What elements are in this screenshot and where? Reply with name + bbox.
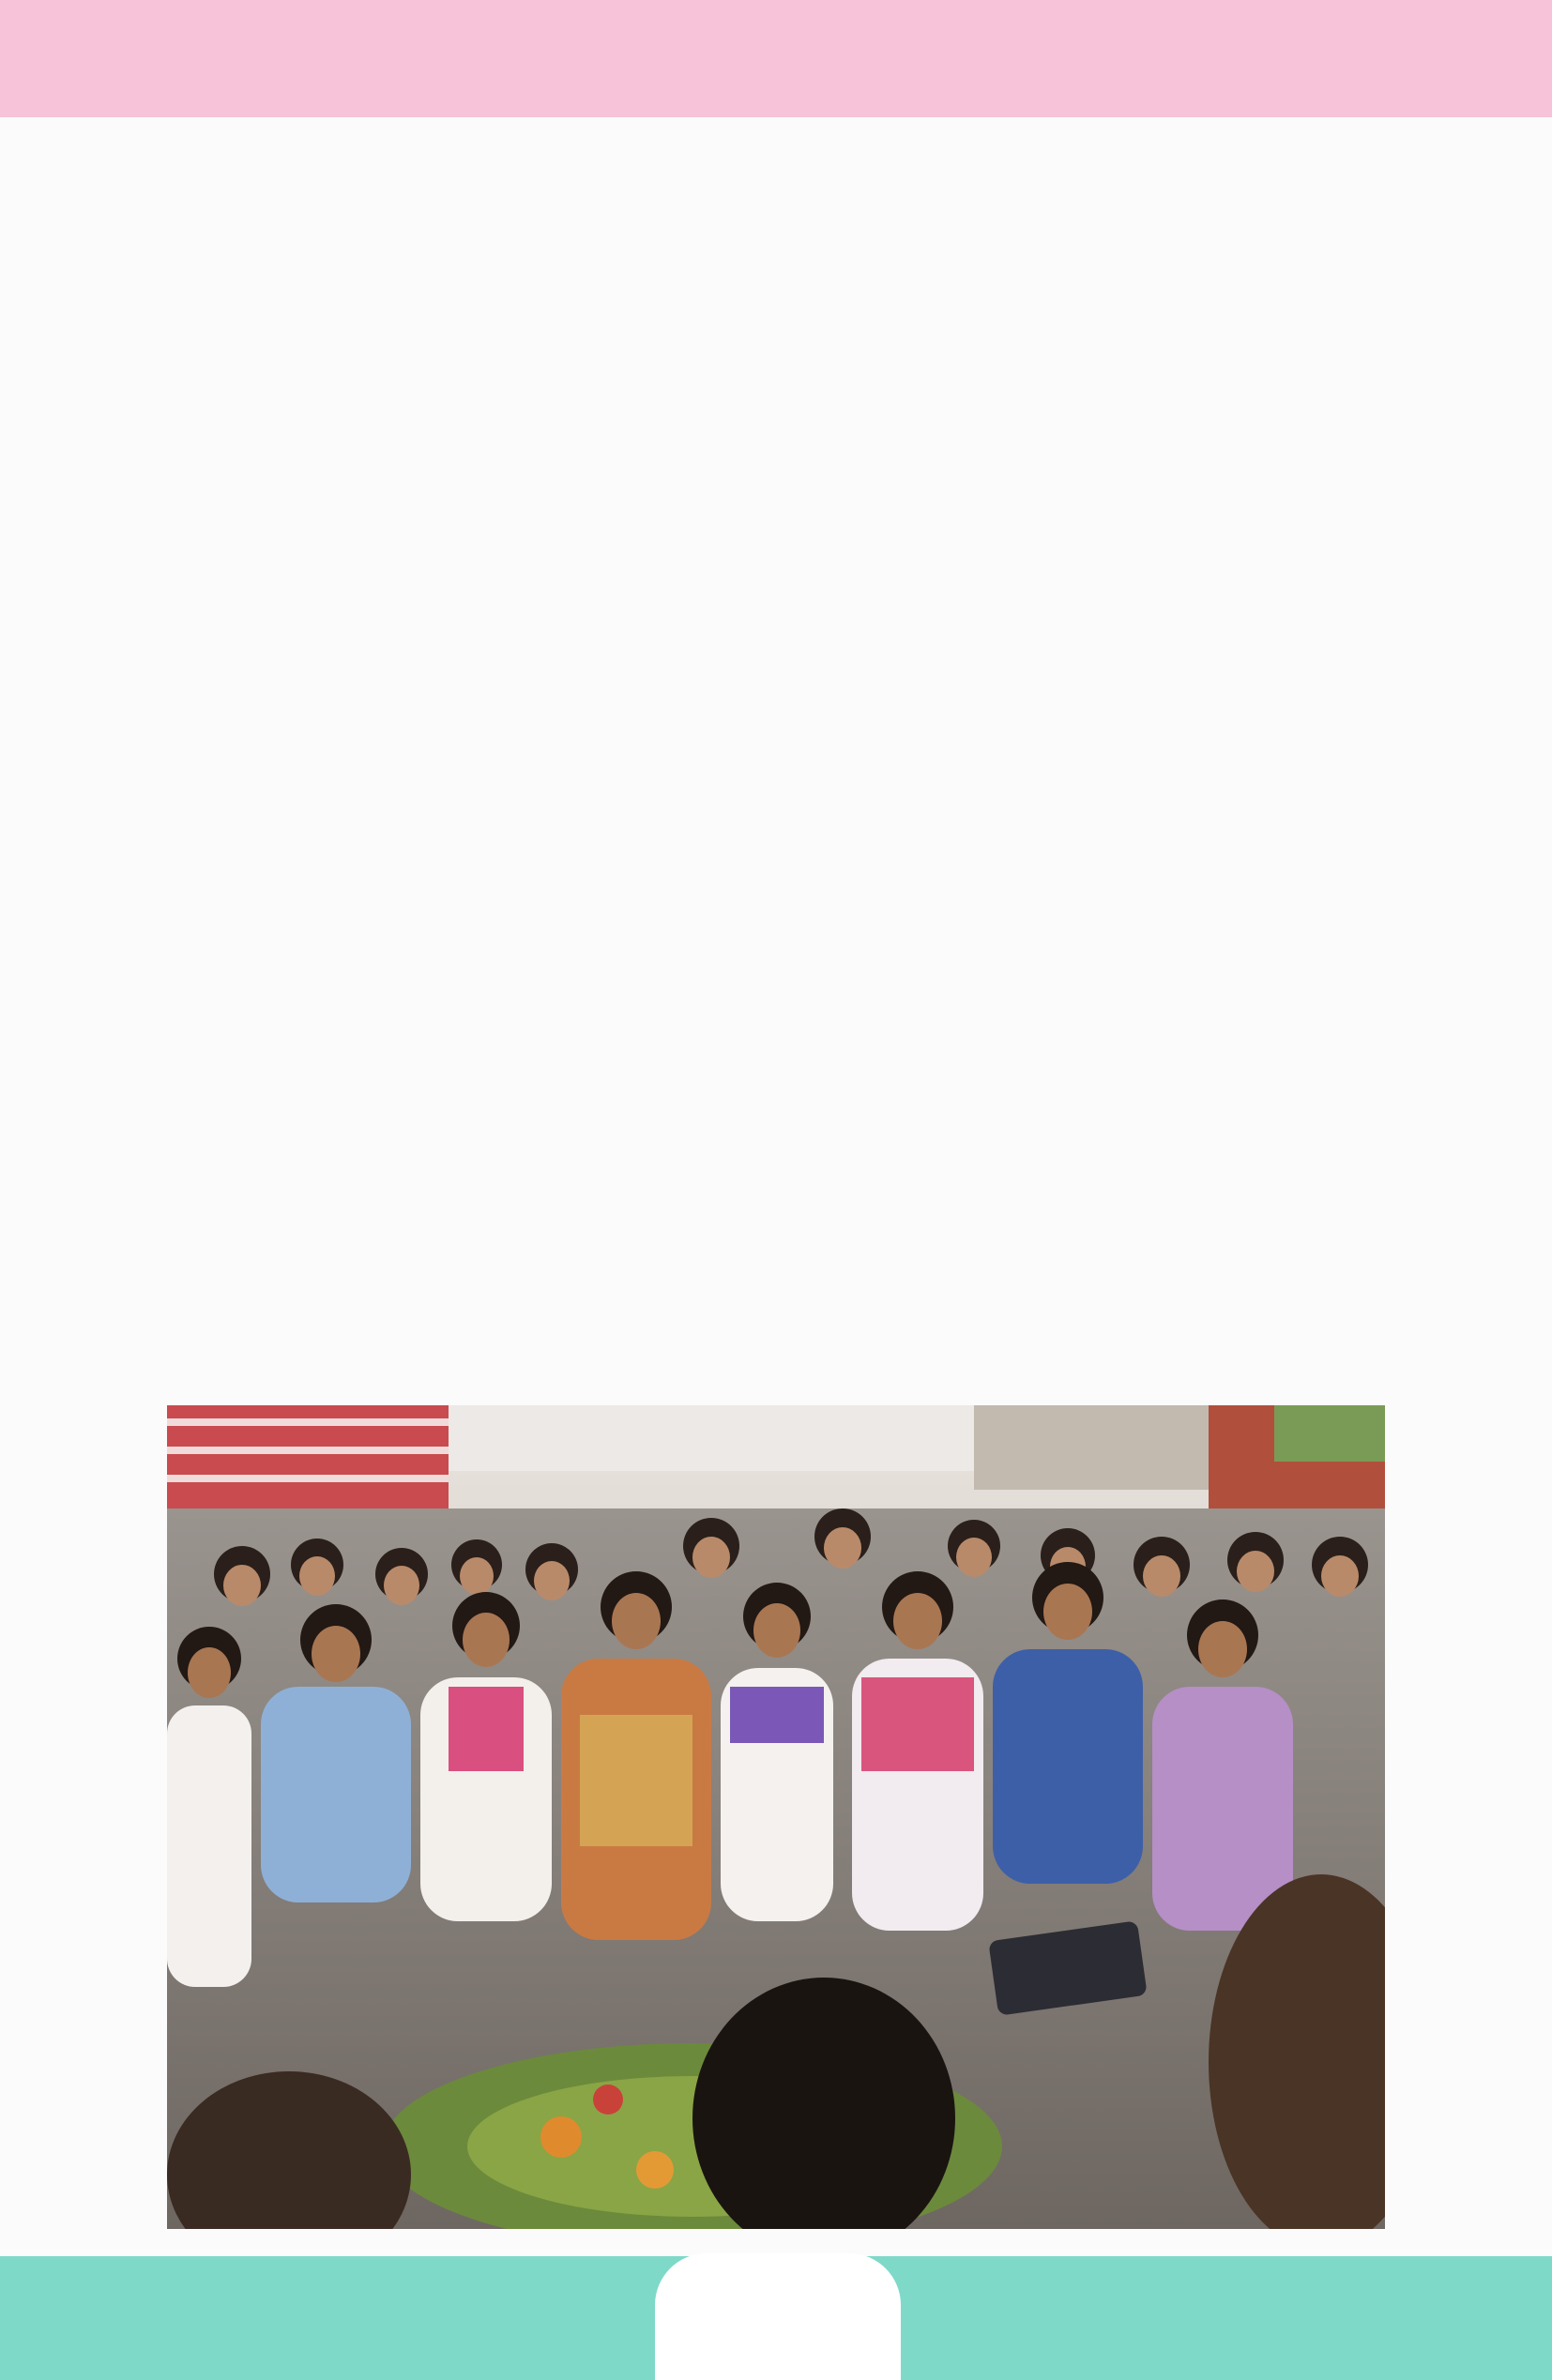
ceremony-photo-illustration [167,1405,1385,2229]
top-embroidered-border [0,0,1552,117]
ceremony-photo [167,1405,1385,2229]
embroidered-diamond-and-feather-pattern-icon [0,0,1552,117]
page-number-tab [655,2253,901,2380]
